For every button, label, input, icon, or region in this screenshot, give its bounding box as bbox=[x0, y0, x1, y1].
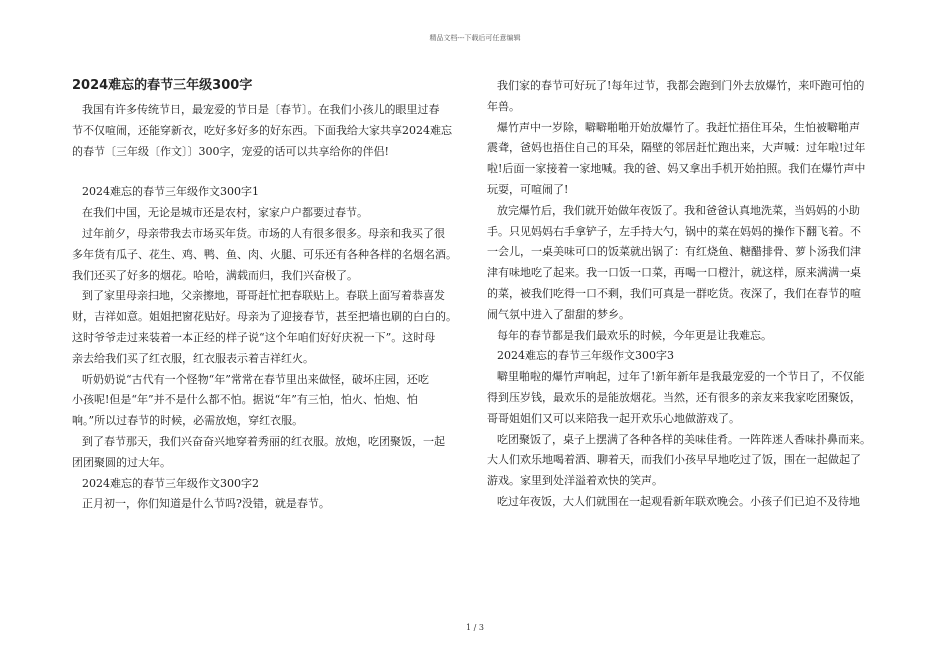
text-line: 啦!后面一家接着一家地喊。我的爸、妈又拿出手机开始拍照。我们在爆竹声中 bbox=[487, 162, 866, 176]
text-line: 听奶奶说“古代有一个怪物“年”常常在春节里出来做怪，破坏庄园，还吃 bbox=[82, 372, 429, 386]
paragraph bbox=[72, 286, 472, 369]
paragraph bbox=[72, 224, 472, 286]
text-line: 噼里啪啦的爆竹声响起，过年了!新年新年是我最宠爱的一个节日了，不仅能 bbox=[497, 370, 865, 384]
document-title: 2024难忘的春节三年级300字 bbox=[72, 78, 253, 93]
text-line: 过年前夕，母亲带我去市场买年货。市场的人有很多很多。母亲和我买了很 bbox=[82, 226, 445, 240]
paragraph-gap bbox=[72, 162, 472, 182]
text-line: 在我们中国，无论是城市还是农村，家家户户都要过春节。 bbox=[82, 206, 368, 220]
text-line: 团团聚圆的过大年。 bbox=[72, 455, 171, 469]
paragraph bbox=[487, 492, 887, 513]
left-column bbox=[72, 76, 472, 515]
text-line: 闹气氛中进入了甜甜的梦乡。 bbox=[487, 307, 630, 321]
text-line: 年兽。 bbox=[487, 99, 520, 113]
text-line: 游戏。家里到处洋溢着欢快的笑声。 bbox=[487, 474, 663, 488]
text-line: 大人们欢乐地喝着酒、聊着天，而我们小孩早早地吃过了饭，围在一起做起了 bbox=[487, 453, 861, 467]
right-column-body bbox=[487, 76, 887, 513]
text-line: 2024难忘的春节三年级作文300字2 bbox=[82, 476, 259, 490]
text-line: 我们家的春节可好玩了!每年过节，我都会跑到门外去放爆竹，来吓跑可怕的 bbox=[497, 79, 865, 92]
text-line: 震聋，爸妈也捂住自己的耳朵，隔壁的邻居赶忙跑出来，大声喊：过年啦!过年 bbox=[487, 141, 866, 155]
paragraph bbox=[487, 118, 887, 201]
text-line: 我们还买了好多的烟花。哈哈，满载而归，我们兴奋极了。 bbox=[72, 268, 358, 282]
text-line: 正月初一，你们知道是什么节吗?没错，就是春节。 bbox=[82, 497, 330, 511]
text-line: 得到压岁钱，最欢乐的是能放烟花。当然，还有很多的亲友来我家吃团聚饭， bbox=[487, 390, 861, 404]
paragraph bbox=[487, 367, 887, 429]
paragraph bbox=[72, 182, 472, 203]
paragraph bbox=[487, 326, 887, 347]
paragraph bbox=[72, 474, 472, 495]
text-line: 吃过年夜饭，大人们就围在一起观看新年联欢晚会。小孩子们已迫不及待地 bbox=[497, 494, 860, 508]
paragraph bbox=[72, 100, 472, 162]
text-line: 津有味地吃了起来。我一口饭一口菜，再喝一口橙汁，就这样，原来满满一桌 bbox=[487, 266, 861, 280]
text-line: 财，吉祥如意。姐姐把窗花贴好。母亲为了迎接春节，甚至把墙也刷的白白的。 bbox=[72, 310, 457, 324]
text-line: 爆竹声中一岁除，噼噼啪啪开始放爆竹了。我赶忙捂住耳朵，生怕被噼啪声 bbox=[497, 120, 860, 134]
paragraph bbox=[72, 432, 472, 474]
text-line: 吃团聚饭了，桌子上摆满了各种各样的美味佳肴。一阵阵迷人香味扑鼻而来。 bbox=[497, 432, 871, 446]
text-line: 哥哥姐姐们又可以来陪我一起开欢乐心地做游戏了。 bbox=[487, 411, 740, 425]
text-line: 每年的春节都是我们最欢乐的时候，今年更是让我难忘。 bbox=[497, 328, 772, 342]
text-line: 的春节〔三年级〔作文〕〕300字，宠爱的话可以共享给你的伴侣! bbox=[72, 144, 389, 158]
paragraph bbox=[487, 430, 887, 492]
text-line: 小孩呢!但是“年”并不是什么都不怕。据说“年”有三怕，怕火、怕炮、怕 bbox=[72, 393, 418, 407]
text-line: 到了家里母亲扫地，父亲擦地，哥哥赶忙把春联贴上。春联上面写着恭喜发 bbox=[82, 289, 445, 303]
right-column bbox=[487, 76, 887, 513]
text-line: 响。”所以过春节的时候，必需放炮，穿红衣服。 bbox=[72, 414, 304, 428]
text-line: 节不仅喧闹，还能穿新衣，吃好多好多的好东西。下面我给大家共享2024难忘 bbox=[72, 123, 452, 137]
text-line: 多年货有瓜子、花生、鸡、鸭、鱼、肉、火腿、可乐还有各种各样的名烟名酒。 bbox=[72, 247, 457, 261]
text-line: 2024难忘的春节三年级作文300字3 bbox=[497, 349, 674, 363]
page-number: 1 / 3 bbox=[466, 623, 484, 632]
paragraph bbox=[72, 370, 472, 432]
paragraph bbox=[72, 494, 472, 515]
paragraph bbox=[487, 346, 887, 367]
text-line: 玩耍，可喧闹了! bbox=[487, 182, 569, 196]
paragraph bbox=[487, 76, 887, 118]
text-line: 这时爷爷走过来装着一本正经的样子说“这个年咱们好好庆祝一下”。这时母 bbox=[72, 330, 436, 344]
paragraph bbox=[72, 203, 472, 224]
text-line: 一会儿，一桌美味可口的饭菜就出锅了：有红烧鱼、糖醋排骨、萝卜汤我们津 bbox=[487, 245, 861, 259]
text-line: 亲去给我们买了红衣服，红衣服表示着吉祥红火。 bbox=[72, 351, 314, 365]
left-column-body bbox=[72, 100, 472, 515]
text-line: 我国有许多传统节日，最宠爱的节日是〔春节〕。在我们小孩儿的眼里过春 bbox=[82, 103, 440, 116]
page-header: 精品文档---下载后可任意编辑 bbox=[429, 34, 521, 42]
text-line: 手。只见妈妈右手拿铲子，左手持大勺，锅中的菜在妈妈的操作下翻飞着。不 bbox=[487, 224, 861, 238]
text-line: 放完爆竹后，我们就开始做年夜饭了。我和爸爸认真地洗菜，当妈妈的小助 bbox=[497, 203, 860, 217]
text-line: 到了春节那天，我们兴奋奋兴地穿着秀丽的红衣服。放炮，吃团聚饭，一起 bbox=[82, 434, 445, 448]
text-line: 的菜，被我们吃得一口不剩，我们可真是一群吃货。夜深了，我们在春节的喧 bbox=[487, 286, 861, 300]
paragraph bbox=[487, 201, 887, 326]
text-line: 2024难忘的春节三年级作文300字1 bbox=[82, 185, 259, 199]
